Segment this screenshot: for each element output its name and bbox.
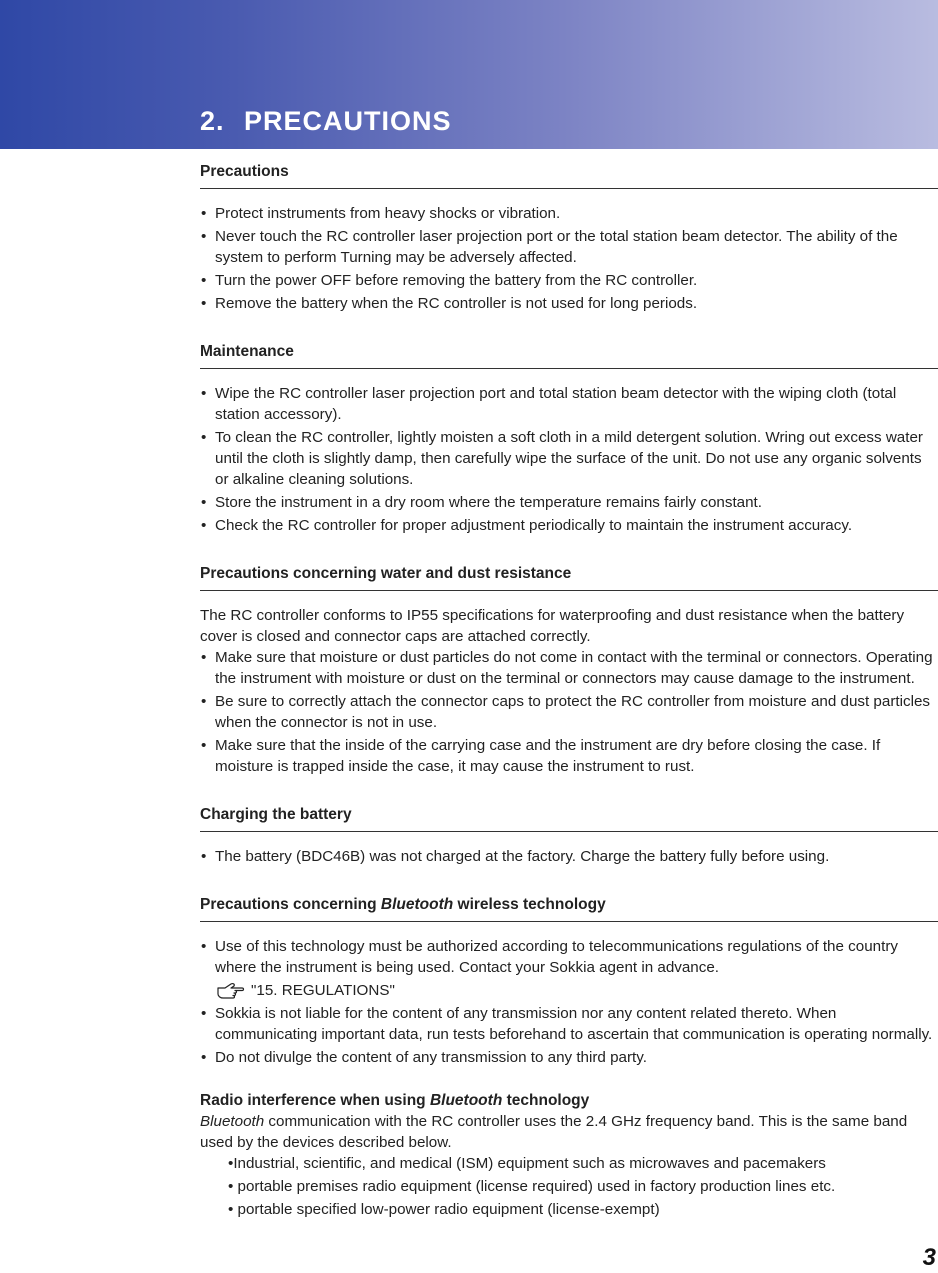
page-number: 3: [922, 1244, 936, 1271]
heading-text: Precautions concerning: [200, 896, 381, 913]
intro-emphasis: Bluetooth: [200, 1113, 265, 1130]
intro-text: communication with the RC controller uses the 2.4 GHz frequency band. This is the same band used by the devices described below.: [200, 1113, 908, 1151]
chapter-title-text: PRECAUTIONS: [244, 106, 452, 136]
section-heading-bluetooth: [200, 891, 938, 922]
heading-emphasis: Bluetooth: [429, 1092, 503, 1109]
bluetooth-list-cont: [200, 1003, 938, 1068]
list-item: • Be sure to correctly attach the connector caps to protect the RC controller from moisture and dust particles when the connector is not in use.: [200, 691, 938, 733]
list-item: • Sokkia is not liable for the content of any transmission nor any content related thereto. When communicating important data, run tests beforehand to ascertain that communication is operating normally.: [200, 1003, 938, 1045]
charging-list: [200, 846, 938, 867]
section-heading-maintenance: Maintenance: [200, 338, 938, 369]
heading-emphasis: Bluetooth: [380, 896, 454, 913]
heading-text: wireless technology: [453, 896, 606, 913]
device-line: • portable specified low-power radio equipment (license-exempt): [228, 1201, 660, 1218]
chapter-banner: [0, 0, 938, 149]
radio-interference-heading: [200, 1090, 938, 1111]
page-content: [200, 158, 938, 1222]
precautions-list: [200, 203, 938, 314]
heading-text: technology: [502, 1092, 590, 1109]
list-item: • Turn the power OFF before removing the battery from the RC controller.: [200, 270, 938, 291]
water-list: [200, 647, 938, 777]
reference-text: "15. REGULATIONS": [251, 982, 395, 999]
list-item: • Make sure that the inside of the carrying case and the instrument are dry before closing the case. If moisture is trapped inside the case, it may cause the instrument to rust.: [200, 735, 938, 777]
list-item: • Wipe the RC controller laser projection port and total station beam detector with the wiping cloth (total station accessory).: [200, 383, 938, 425]
list-item: • Protect instruments from heavy shocks or vibration.: [200, 203, 938, 224]
section-heading-water: Precautions concerning water and dust resistance: [200, 560, 938, 591]
list-item: • The battery (BDC46B) was not charged at the factory. Charge the battery fully before using.: [200, 846, 938, 867]
list-item: • To clean the RC controller, lightly moisten a soft cloth in a mild detergent solution. Wring out excess water until the cloth is slightly damp, then carefully wipe the surface of the unit. Do not use any organic solvents or alkaline cleaning solutions.: [200, 427, 938, 490]
heading-text: Radio interference when using: [200, 1092, 430, 1109]
water-intro: The RC controller conforms to IP55 specifications for waterproofing and dust resistance when the battery cover is closed and connector caps are attached correctly.: [200, 607, 905, 645]
pointing-hand-icon: [215, 981, 245, 1001]
bluetooth-list: [200, 936, 938, 978]
device-line: •Industrial, scientific, and medical (ISM) equipment such as microwaves and pacemakers: [228, 1155, 826, 1172]
list-item: • Store the instrument in a dry room where the temperature remains fairly constant.: [200, 492, 938, 513]
section-heading-charging: Charging the battery: [200, 801, 938, 832]
radio-intro: [200, 1111, 938, 1153]
section-heading-precautions: Precautions: [200, 158, 938, 189]
list-item: • Check the RC controller for proper adjustment periodically to maintain the instrument accuracy.: [200, 515, 938, 536]
list-item: • Remove the battery when the RC controller is not used for long periods.: [200, 293, 938, 314]
regulations-reference[interactable]: [200, 980, 938, 1001]
device-line: • portable premises radio equipment (license required) used in factory production lines etc.: [228, 1178, 836, 1195]
chapter-number: 2.: [200, 106, 225, 136]
list-item: • Make sure that moisture or dust particles do not come in contact with the terminal or connectors. Operating the instrument with moisture or dust on the terminal or connectors may cause damage to the instrument.: [200, 647, 938, 689]
list-item: • Use of this technology must be authorized according to telecommunications regulations of the country where the instrument is being used. Contact your Sokkia agent in advance.: [200, 936, 938, 978]
maintenance-list: [200, 383, 938, 536]
list-item: • Do not divulge the content of any transmission to any third party.: [200, 1047, 938, 1068]
list-item: • Never touch the RC controller laser projection port or the total station beam detector. The ability of the system to perform Turning may be adversely affected.: [200, 226, 938, 268]
chapter-title: [200, 106, 452, 137]
